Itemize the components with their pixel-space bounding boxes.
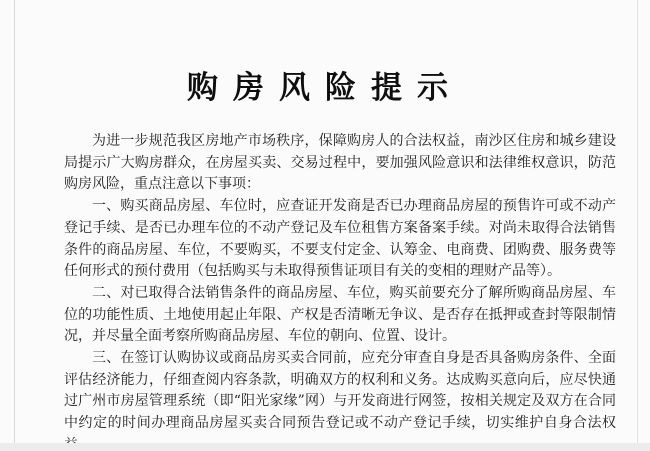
item-paragraph-1: 一、购买商品房屋、车位时，应查证开发商是否已办理商品房屋的预售许可或不动产登记手续、是否已办理车位的不动产登记及车位租售方案备案手续。对尚未取得合法销售条件的商品房屋、车位，不要购买，不要支付定金、认筹金、电商费、团购费、服务费等任何形式的预付费用（包括购买与未取得预售证项目有关的变相的理财产品等）。	[64, 198, 616, 280]
document-body	[64, 131, 616, 451]
scan-bottom-strip	[0, 443, 650, 451]
item-paragraph-2: 二、对已取得合法销售条件的商品房屋、车位，购买前要充分了解所购商品房屋、车位的功能性质、土地使用起止年限、产权是否清晰无争议、是否存在抵押或查封等限制情况，并尽量全面考察所购商品房屋、车位的朝向、位置、设计。	[64, 284, 616, 345]
document-title: 购房风险提示	[187, 70, 463, 106]
intro-paragraph: 为进一步规范我区房地产市场秩序，保障购房人的合法权益，南沙区住房和城乡建设局提示广大购房群众，在房屋买卖、交易过程中，要加强风险意识和法律维权意识，防范购房风险，重点注意以下事项：	[64, 133, 616, 193]
item-paragraph-3: 三、在签订认购协议或商品房买卖合同前，应充分审查自身是否具备购房条件、全面评估经济能力，仔细查阅内容条款，明确双方的权利和义务。达成购买意向后，应尽快通过广州市房屋管理系统（即“阳光家缘”网）与开发商进行网签，按相关规定及双方在合同中约定的时间办理商品房屋买卖合同预告登记或不动产登记手续，切实维护自身合法权	[64, 350, 616, 432]
